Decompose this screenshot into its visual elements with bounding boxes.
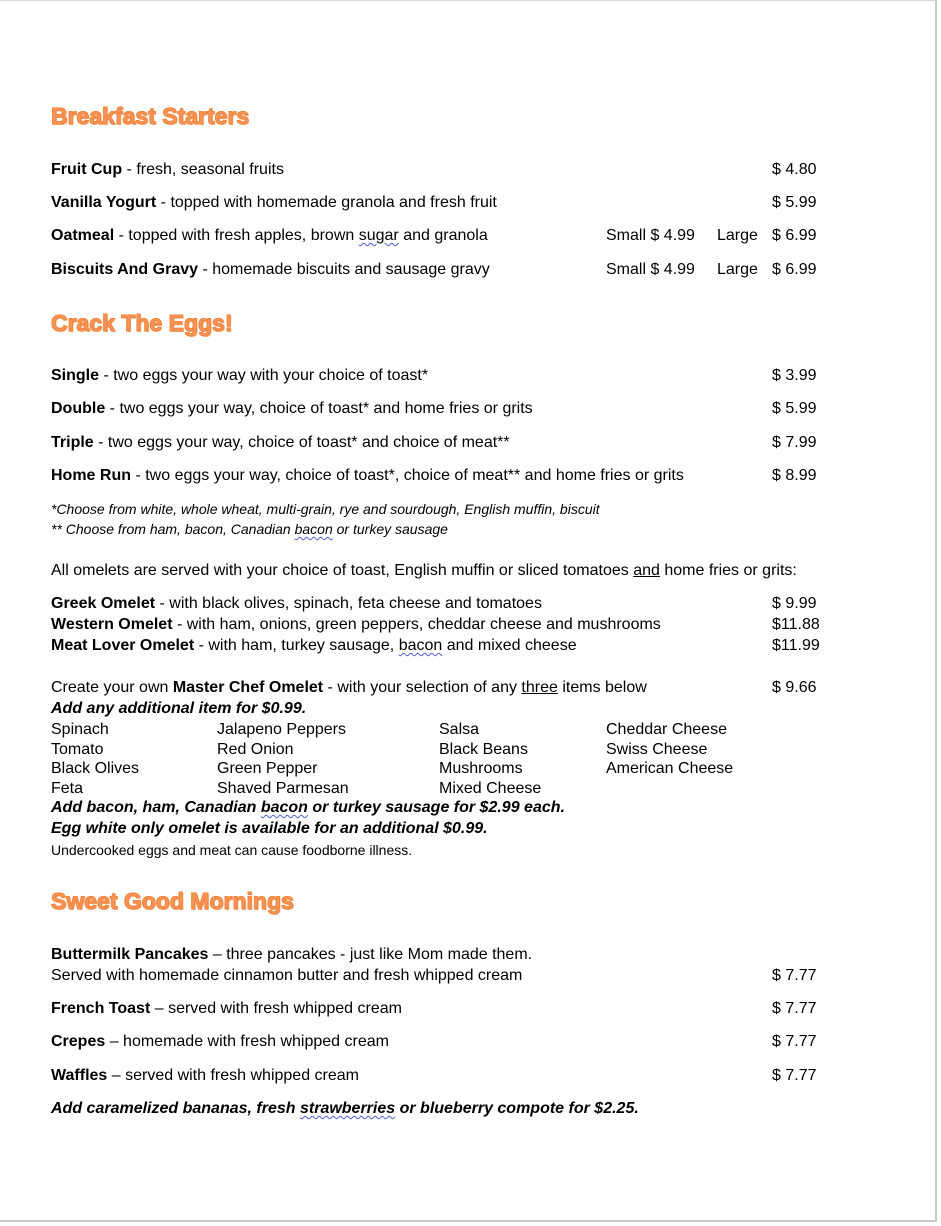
topping-addon-note: Add caramelized bananas, fresh strawberries or blueberry compote for $2.25. bbox=[51, 1100, 639, 1117]
meat-note: ** Choose from ham, bacon, Canadian bacon or turkey sausage bbox=[51, 521, 448, 537]
menu-item: Crepes – homemade with fresh whipped cream bbox=[51, 1033, 389, 1050]
ingredient: Swiss Cheese bbox=[606, 741, 708, 758]
menu-item-price: $ 6.99 bbox=[772, 261, 817, 278]
ingredient: Jalapeno Peppers bbox=[217, 721, 346, 738]
omelet-price: $11.88 bbox=[772, 616, 820, 633]
menu-item: Buttermilk Pancakes – three pancakes - just like Mom made them. bbox=[51, 946, 533, 963]
menu-item: Waffles – served with fresh whipped cream bbox=[51, 1067, 359, 1084]
master-chef-price: $ 9.66 bbox=[772, 679, 817, 696]
omelet-price: $ 9.99 bbox=[772, 595, 817, 612]
ingredient: Mixed Cheese bbox=[439, 780, 542, 797]
menu-item-price: $ 5.99 bbox=[772, 400, 817, 417]
menu-item: Double - two eggs your way, choice of toast* and home fries or grits bbox=[51, 400, 533, 417]
master-chef-omelet: Create your own Master Chef Omelet - with your selection of any three items below bbox=[51, 679, 647, 696]
section-heading-sweet: Sweet Good Mornings bbox=[51, 888, 294, 914]
menu-item-price: $ 7.77 bbox=[772, 1000, 817, 1017]
ingredient: Green Pepper bbox=[217, 760, 318, 777]
menu-item-detail: Served with homemade cinnamon butter and fresh whipped cream bbox=[51, 967, 523, 984]
menu-item: Home Run - two eggs your way, choice of toast*, choice of meat** and home fries or grits bbox=[51, 467, 684, 484]
menu-item: Oatmeal - topped with fresh apples, brown sugar and granola bbox=[51, 227, 488, 244]
menu-item-price: $ 7.77 bbox=[772, 967, 817, 984]
menu-item-price: $ 4.80 bbox=[772, 161, 817, 178]
menu-item-small-price: Small $ 4.99 bbox=[606, 261, 695, 278]
menu-item-price: $ 8.99 bbox=[772, 467, 817, 484]
menu-item: French Toast – served with fresh whipped cream bbox=[51, 1000, 402, 1017]
menu-item-price: $ 6.99 bbox=[772, 227, 817, 244]
menu-item-price: $ 7.99 bbox=[772, 434, 817, 451]
ingredient: Black Olives bbox=[51, 760, 140, 777]
ingredient: Feta bbox=[51, 780, 84, 797]
omelet-price: $11.99 bbox=[772, 637, 820, 654]
menu-item-price: $ 7.77 bbox=[772, 1067, 817, 1084]
ingredient: Red Onion bbox=[217, 741, 294, 758]
menu-item: Fruit Cup - fresh, seasonal fruits bbox=[51, 161, 284, 178]
egg-white-note: Egg white only omelet is available for an additional $0.99. bbox=[51, 820, 488, 837]
menu-item-large-label: Large bbox=[717, 227, 758, 244]
menu-item-price: $ 3.99 bbox=[772, 367, 817, 384]
meat-addon-note: Add bacon, ham, Canadian bacon or turkey sausage for $2.99 each. bbox=[51, 799, 565, 816]
menu-item-large-label: Large bbox=[717, 261, 758, 278]
section-heading-eggs: Crack The Eggs! bbox=[51, 310, 233, 336]
ingredient: Mushrooms bbox=[439, 760, 523, 777]
menu-item: Vanilla Yogurt - topped with homemade granola and fresh fruit bbox=[51, 194, 497, 211]
additional-item-note: Add any additional item for $0.99. bbox=[51, 700, 307, 717]
ingredient: Spinach bbox=[51, 721, 109, 738]
omelet-item: Western Omelet - with ham, onions, green peppers, cheddar cheese and mushrooms bbox=[51, 616, 661, 633]
omelet-item: Greek Omelet - with black olives, spinach, feta cheese and tomatoes bbox=[51, 595, 542, 612]
menu-item-small-price: Small $ 4.99 bbox=[606, 227, 695, 244]
ingredient: Black Beans bbox=[439, 741, 528, 758]
omelet-intro: All omelets are served with your choice of toast, English muffin or sliced tomatoes and home fries or grits: bbox=[51, 562, 797, 579]
food-warning: Undercooked eggs and meat can cause foodborne illness. bbox=[51, 842, 413, 858]
ingredient: Cheddar Cheese bbox=[606, 721, 727, 738]
toast-note: *Choose from white, whole wheat, multi-grain, rye and sourdough, English muffin, biscuit bbox=[51, 501, 600, 517]
ingredient: American Cheese bbox=[606, 760, 734, 777]
omelet-item: Meat Lover Omelet - with ham, turkey sausage, bacon and mixed cheese bbox=[51, 637, 577, 654]
section-heading-starters: Breakfast Starters bbox=[51, 103, 250, 129]
menu-item: Single - two eggs your way with your choice of toast* bbox=[51, 367, 429, 384]
ingredient: Salsa bbox=[439, 721, 480, 738]
menu-item-price: $ 5.99 bbox=[772, 194, 817, 211]
menu-item: Triple - two eggs your way, choice of toast* and choice of meat** bbox=[51, 434, 510, 451]
menu-item: Biscuits And Gravy - homemade biscuits and sausage gravy bbox=[51, 261, 490, 278]
ingredient: Tomato bbox=[51, 741, 104, 758]
menu-item-price: $ 7.77 bbox=[772, 1033, 817, 1050]
ingredient: Shaved Parmesan bbox=[217, 780, 349, 797]
